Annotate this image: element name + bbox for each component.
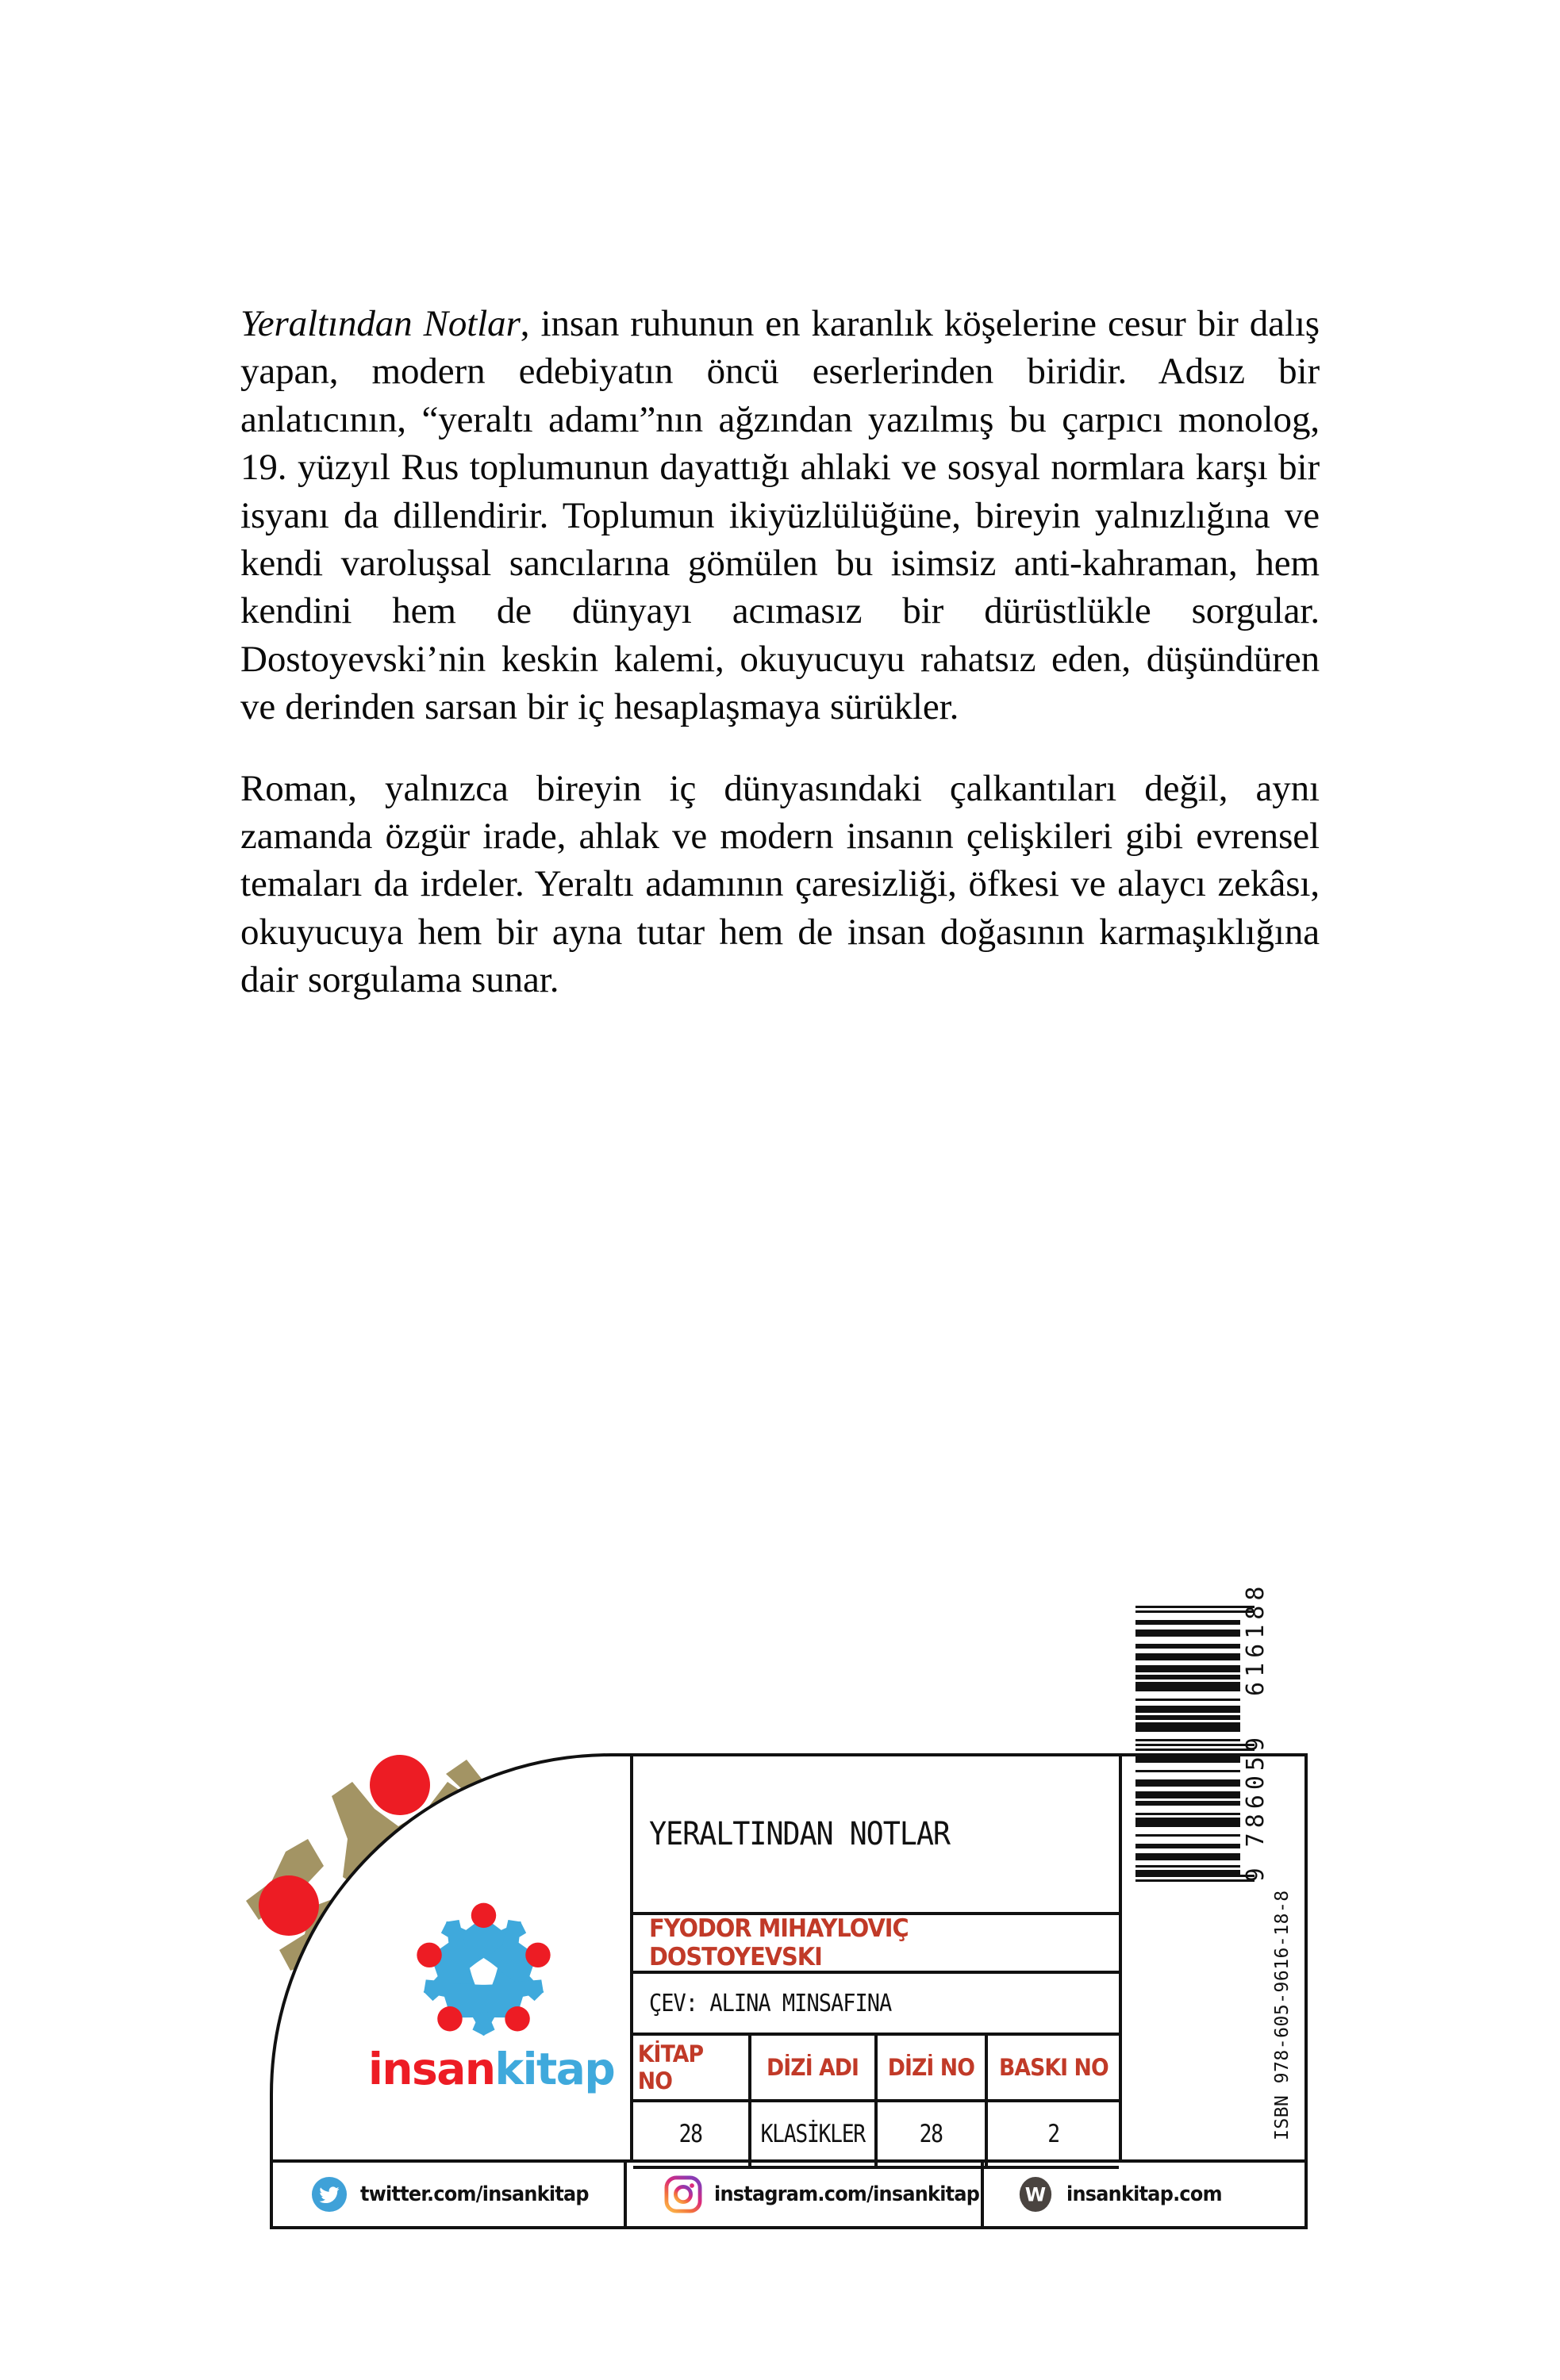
- website-url-label: insankitap.com: [1066, 2182, 1222, 2206]
- wordmark-insan: insan: [368, 2044, 495, 2094]
- isbn-barcode-panel: [1122, 1581, 1308, 2163]
- social-link-twitter[interactable]: [273, 2163, 627, 2226]
- publisher-wordmark: [368, 2044, 615, 2094]
- col-header-dizi-no: DİZİ NO: [878, 2036, 988, 2099]
- info-translator-value: ÇEV: ALINA MINSAFINA: [649, 1989, 892, 2017]
- info-row-author: [633, 1915, 1119, 1974]
- website-w-icon: [1017, 2176, 1054, 2213]
- cell-dizi-adi: KLASİKLER: [751, 2102, 878, 2166]
- instagram-handle-label: instagram.com/insankitap: [714, 2182, 980, 2206]
- col-header-dizi-adi: DİZİ ADI: [751, 2036, 878, 2099]
- twitter-icon: [311, 2176, 348, 2213]
- five-people-star-icon: [410, 1899, 557, 2046]
- social-link-instagram[interactable]: [627, 2163, 984, 2226]
- barcode-rotated-group: [1135, 1581, 1294, 2140]
- cell-kitap-no: 28: [633, 2102, 751, 2166]
- twitter-handle-label: twitter.com/insankitap: [360, 2182, 589, 2206]
- barcode-right-digits: 616188: [1241, 1581, 1270, 1696]
- barcode-left-digits: 786059: [1241, 1732, 1270, 1848]
- colophon-block: [270, 1581, 1308, 2229]
- colophon-card: [270, 1581, 1308, 2229]
- info-author-value: FYODOR MIHAYLOVIÇ DOSTOYEVSKI: [649, 1914, 909, 1971]
- blurb-paragraph-2: Roman, yalnızca bireyin iç dünyasındaki çalkantıları değil, aynı zamanda özgür irade, ahlak ve modern insanın çelişkileri gibi evrensel temaları da irdeler. Yeraltı adamının çaresizliği, öfkesi ve alaycı zekâsı, okuyucuya hem bir ayna tutar hem de insan doğasının karmaşıklığına dair sorgulama sunar.: [240, 767, 1320, 1001]
- wordmark-kitap: kitap: [494, 2044, 615, 2094]
- book-title-italic: Yeraltından Notlar: [240, 303, 521, 344]
- barcode-bars-and-digits: [1135, 1582, 1294, 1883]
- svg-text:W: W: [1024, 2183, 1047, 2206]
- barcode-bars: [1135, 1582, 1240, 1883]
- publisher-logo: [368, 1899, 615, 2129]
- blurb-paragraph-1-text: , insan ruhunun en karanlık köşelerine cesur bir dalış yapan, modern edebiyatın öncü eserlerinden biridir. Adsız bir anlatıcının, “yeraltı adamı”nın ağzından yazılmış bu çarpıcı monolog, 19. yüzyıl Rus toplumunun dayattığı ahlaki ve sosyal normlara karşı bir isyanı da dillendirir. Toplumun ikiyüzlülüğüne, bireyin yalnızlığına ve kendi varoluşsal sancılarına gömülen bu isimsiz anti-kahraman, hem kendini hem de dünyayı acımasız bir dürüstlükle sorgular. Dostoyevski’nin keskin kalemi, okuyucuyu rahatsız eden, düşündüren ve derinden sarsan bir iç hesaplaşmaya sürükler.: [240, 303, 1320, 728]
- cell-baski-no: 2: [1047, 2120, 1059, 2148]
- info-row-translator: [633, 1974, 1119, 2036]
- info-grid-header-row: [633, 2036, 1119, 2102]
- info-title-value: YERALTINDAN NOTLAR: [649, 1816, 950, 1852]
- isbn-label: ISBN 978-605-9616-18-8: [1272, 1890, 1293, 2140]
- cell-dizi-no: 28: [878, 2102, 988, 2166]
- social-links-row: [273, 2159, 1304, 2226]
- col-header-kitap-no: KİTAP NO: [633, 2036, 751, 2099]
- blurb-paragraph-1: [240, 300, 1320, 731]
- instagram-icon: [665, 2176, 701, 2213]
- barcode-lead-digit: 9: [1241, 1868, 1270, 1883]
- barcode-digits: [1242, 1582, 1269, 1883]
- col-header-baski-no: BASKI NO: [998, 2054, 1109, 2081]
- book-info-table: [630, 1756, 1122, 2163]
- back-cover-blurb: [240, 300, 1320, 1004]
- info-row-title: [633, 1756, 1119, 1915]
- social-link-website[interactable]: [984, 2163, 1304, 2226]
